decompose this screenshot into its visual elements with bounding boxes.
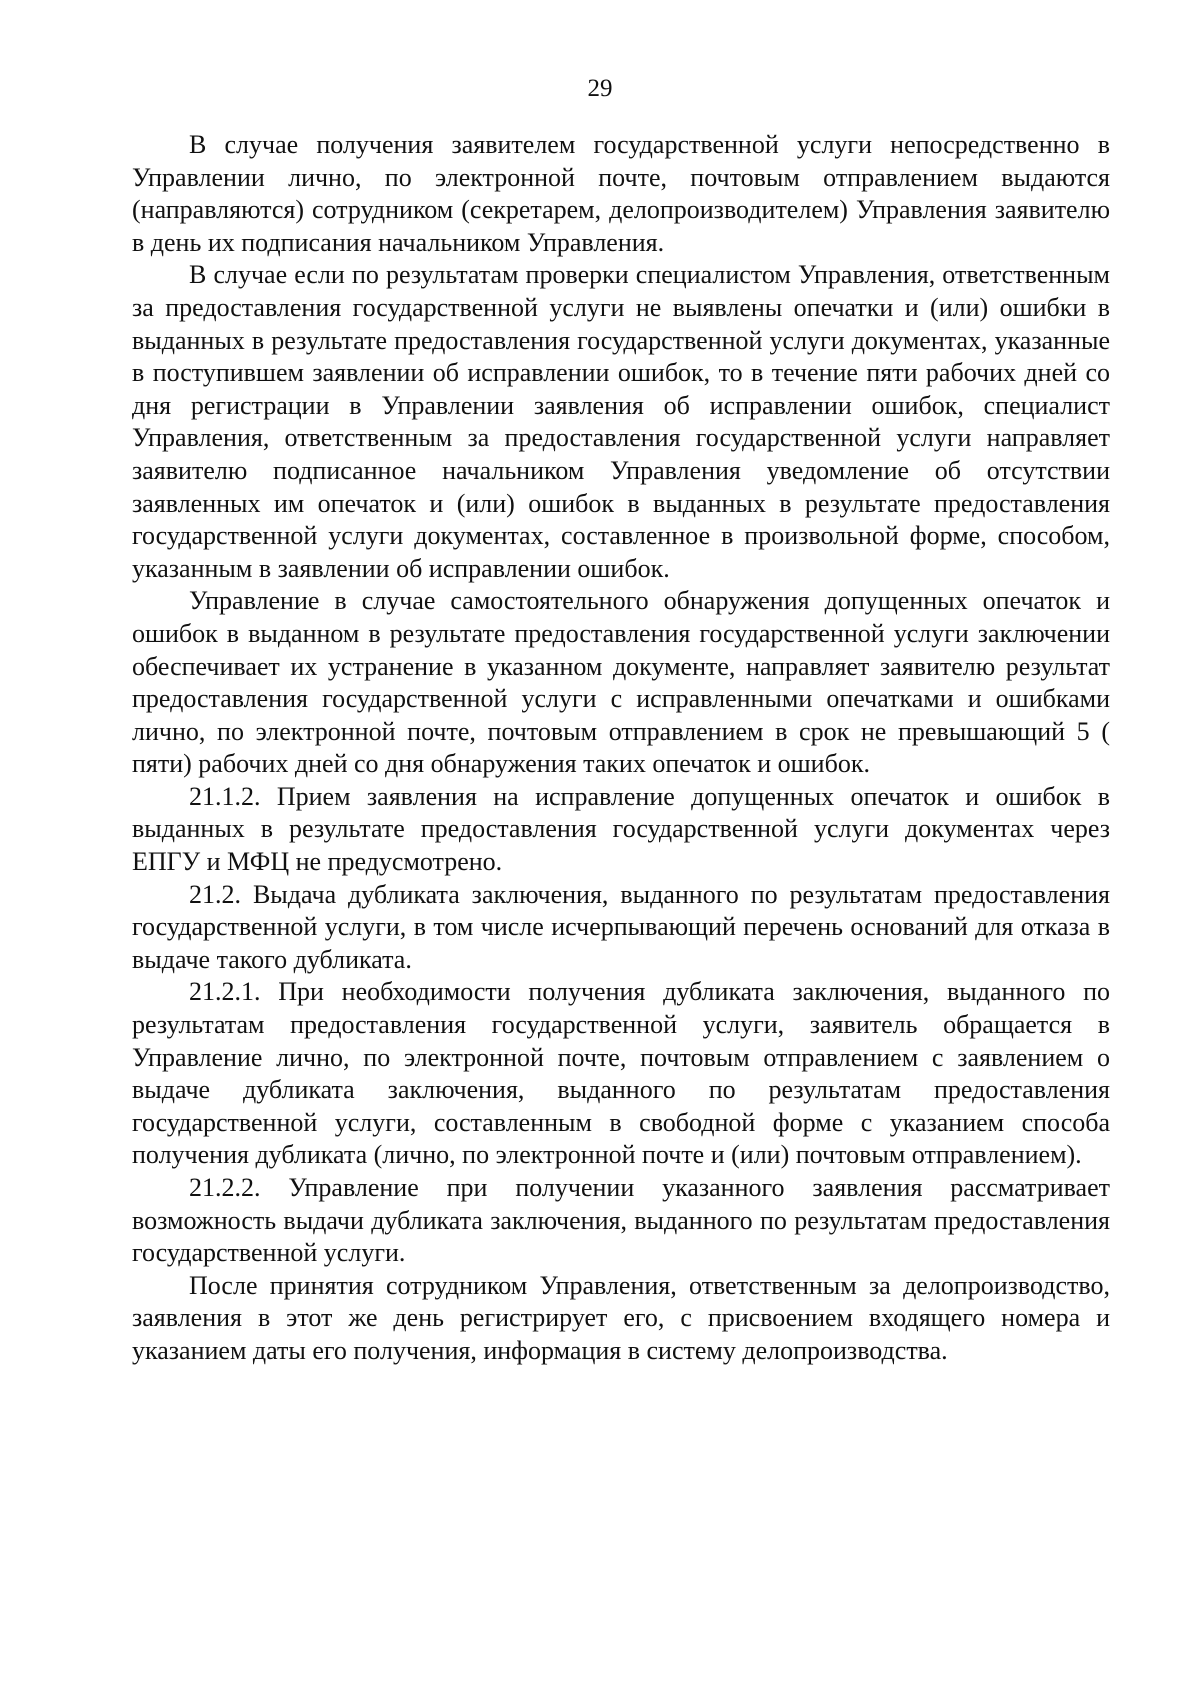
- paragraph-registration: После принятия сотрудником Управления, ответственным за делопроизводство, заявления в этот же день регистрирует его, с присвоением входящего номера и указанием даты его получения, информация в систему делопроизводства.: [132, 1270, 1110, 1365]
- paragraph-21-1-2: 21.1.2. Прием заявления на исправление допущенных опечаток и ошибок в выданных в результате предоставления государственной услуги документах через ЕПГУ и МФЦ не предусмотрено.: [132, 781, 1110, 877]
- paragraph-21-2-2: 21.2.2. Управление при получении указанного заявления рассматривает возможность выдачи дубликата заключения, выданного по результатам предоставления государственной услуги.: [132, 1173, 1110, 1268]
- paragraph-delivery: В случае получения заявителем государственной услуги непосредственно в Управлении лично, по электронной почте, почтовым отправлением выдаются (направляются) сотрудником (секретарем, делопроизводителем) Управления заявителю в день их подписания начальником Управления.: [132, 130, 1110, 257]
- page-number: 29: [587, 75, 613, 102]
- paragraph-self-detection: Управление в случае самостоятельного обнаружения допущенных опечаток и ошибок в выданном в результате предоставления государственной услуги заключении обеспечивает их устранение в указанном документе, направляет заявителю результат предоставления государственной услуги с исправленными опечатками и ошибками лично, по электронной почте, почтовым отправлением в срок не превышающий 5 ( пяти) рабочих дней со дня обнаружения таких опечаток и ошибок.: [132, 586, 1110, 779]
- paragraph-no-errors-found: В случае если по результатам проверки специалистом Управления, ответственным за предоставления государственной услуги не выявлены опечатки и (или) ошибки в выданных в результате предоставления государственной услуги документах, указанные в поступившем заявлении об исправлении ошибок, то в течение пяти рабочих дней со дня регистрации в Управлении заявления об исправлении ошибок, специалист Управления, ответственным за предоставления государственной услуги направляет заявителю подписанное начальником Управления уведомление об отсутствии заявленных им опечаток и (или) ошибок в выданных в результате предоставления государственной услуги документах, составленное в произвольной форме, способом, указанным в заявлении об исправлении ошибок.: [132, 260, 1110, 583]
- paragraph-21-2-1: 21.2.1. При необходимости получения дубликата заключения, выданного по результатам предоставления государственной услуги, заявитель обращается в Управление лично, по электронной почте, почтовым отправлением с заявлением о выдаче дубликата заключения, выданного по результатам предоставления государственной услуги, составленным в свободной форме с указанием способа получения дубликата (лично, по электронной почте и (или) почтовым отправлением).: [132, 977, 1110, 1170]
- paragraph-21-2: 21.2. Выдача дубликата заключения, выданного по результатам предоставления государственной услуги, в том числе исчерпывающий перечень оснований для отказа в выдаче такого дубликата.: [132, 879, 1110, 974]
- document-body: [132, 129, 1110, 1368]
